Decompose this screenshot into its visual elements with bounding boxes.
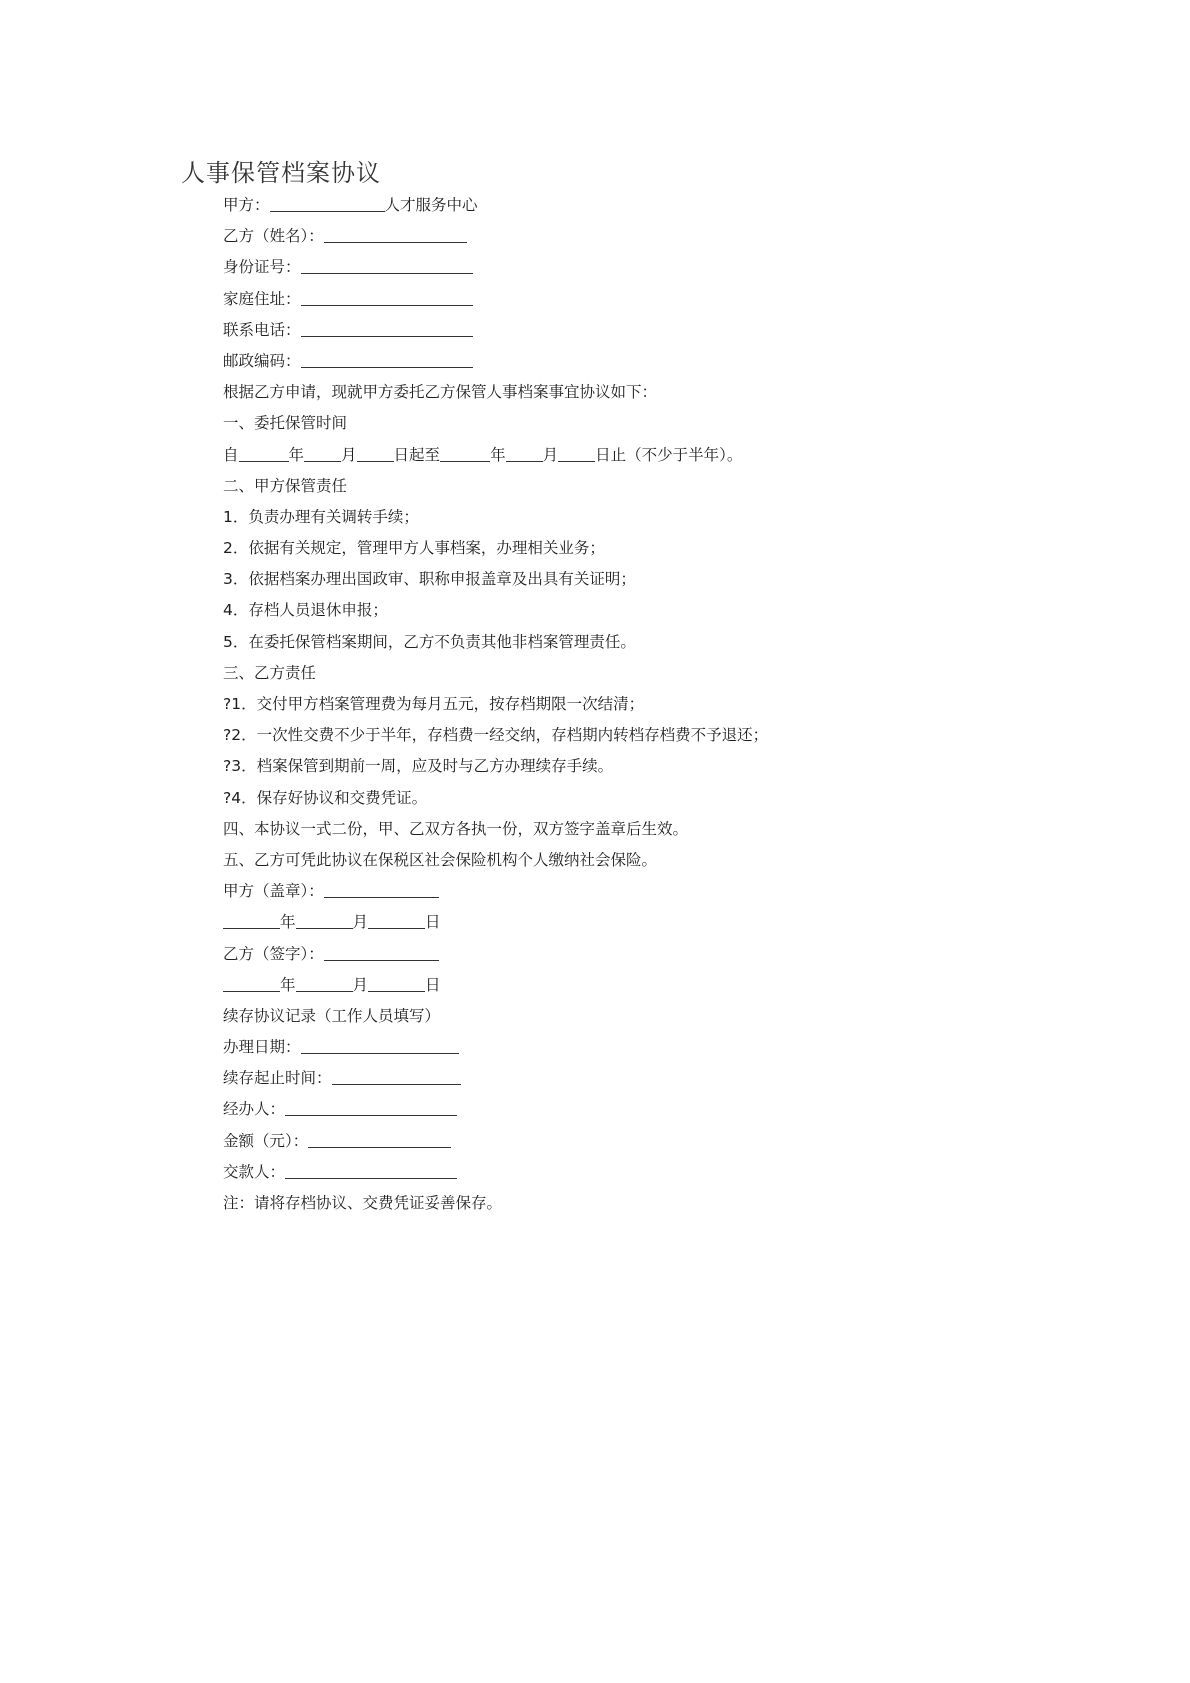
fill-in-blank <box>324 879 439 898</box>
line-text: 年 <box>280 975 296 994</box>
line-text: 日 <box>425 913 441 932</box>
document-line <box>223 907 768 938</box>
document-line <box>223 658 768 689</box>
document-line <box>223 876 768 907</box>
fill-in-blank <box>223 973 280 992</box>
line-text: 甲方： <box>223 196 270 214</box>
document-line <box>223 1094 768 1125</box>
line-text: 四、本协议一式二份，甲、乙双方各执一份，双方签字盖章后生效。 <box>223 819 689 838</box>
document-line <box>223 284 768 315</box>
line-text: 4．存档人员退休申报； <box>223 601 388 620</box>
document-line <box>223 533 768 564</box>
fill-in-blank <box>301 255 473 274</box>
fill-in-blank <box>324 224 467 243</box>
line-text: 年 <box>490 445 506 464</box>
line-text: 根据乙方申请，现就甲方委托乙方保管人事档案事宜协议如下： <box>223 383 658 402</box>
document-line <box>223 783 768 814</box>
line-text: 月 <box>352 913 369 932</box>
line-text: ?3．档案保管到期前一周，应及时与乙方办理续存手续。 <box>223 757 614 776</box>
document-line <box>223 751 768 782</box>
line-text: 金额（元）： <box>223 1131 309 1150</box>
fill-in-blank <box>285 1097 457 1116</box>
line-text: 经办人： <box>223 1100 286 1119</box>
document-line <box>223 814 768 845</box>
document-line <box>223 1126 768 1157</box>
line-text: 3．依据档案办理出国政审、职称申报盖章及出具有关证明； <box>223 570 636 589</box>
fill-in-blank <box>285 1160 457 1179</box>
document-line <box>223 595 768 626</box>
fill-in-blank <box>558 443 595 462</box>
document-line <box>223 346 768 377</box>
line-text: 日 <box>425 975 441 994</box>
fill-in-blank <box>357 443 394 462</box>
line-text: 月 <box>542 445 559 464</box>
fill-in-blank <box>332 1066 461 1085</box>
line-text: 联系电话： <box>223 320 301 339</box>
document-line <box>223 1157 768 1188</box>
line-text: 月 <box>341 445 357 464</box>
line-text: 月 <box>352 975 369 994</box>
document-line <box>223 408 768 439</box>
fill-in-blank <box>301 287 473 306</box>
document-line <box>223 471 768 502</box>
fill-in-blank <box>304 443 341 462</box>
line-text: 注：请将存档协议、交费凭证妥善保存。 <box>223 1194 503 1212</box>
line-text: 年 <box>288 445 305 464</box>
document-line <box>223 190 768 221</box>
line-text: 办理日期： <box>223 1038 301 1057</box>
line-text: 5．在委托保管档案期间，乙方不负责其他非档案管理责任。 <box>223 632 636 651</box>
line-text: 五、乙方可凭此协议在保税区社会保险机构个人缴纳社会保险。 <box>223 850 658 869</box>
line-text: 续存协议记录（工作人员填写） <box>223 1006 441 1025</box>
line-text: 1．负责办理有关调转手续； <box>223 507 419 526</box>
document-line <box>223 627 768 658</box>
document-line <box>223 689 768 720</box>
line-text: ?1．交付甲方档案管理费为每月五元，按存档期限一次结清； <box>223 695 645 713</box>
document-line <box>223 720 768 751</box>
fill-in-blank <box>308 1129 451 1148</box>
line-text: 身份证号： <box>223 258 301 277</box>
fill-in-blank <box>368 973 425 992</box>
fill-in-blank <box>301 349 473 368</box>
line-text: ?2．一次性交费不少于半年，存档费一经交纳，存档期内转档存档费不予退还； <box>223 726 769 745</box>
fill-in-blank <box>324 942 439 961</box>
fill-in-blank <box>239 443 289 462</box>
line-text: 三、乙方责任 <box>223 663 317 682</box>
fill-in-blank <box>368 910 425 929</box>
line-text: 续存起止时间： <box>223 1069 332 1088</box>
fill-in-blank <box>301 1035 459 1054</box>
document-line <box>223 970 768 1001</box>
document-line <box>223 440 768 471</box>
document-line <box>223 845 768 876</box>
document-line <box>223 221 768 252</box>
line-text: ?4．保存好协议和交费凭证。 <box>223 788 428 807</box>
line-text: 人才服务中心 <box>384 196 478 214</box>
document-line <box>223 1032 768 1063</box>
document-line <box>223 564 768 595</box>
line-text: 二、甲方保管责任 <box>223 476 348 495</box>
line-text: 2．依据有关规定，管理甲方人事档案，办理相关业务； <box>223 539 605 558</box>
fill-in-blank <box>223 910 280 929</box>
fill-in-blank <box>270 193 385 212</box>
line-text: 家庭住址： <box>223 289 301 308</box>
line-text: 一、委托保管时间 <box>223 414 348 433</box>
document-line <box>223 252 768 283</box>
document-line <box>223 1063 768 1094</box>
line-text: 邮政编码： <box>223 351 301 370</box>
line-text: 交款人： <box>223 1162 286 1181</box>
document-line <box>223 939 768 970</box>
fill-in-blank <box>301 318 473 337</box>
line-text: 甲方（盖章）： <box>223 882 324 901</box>
fill-in-blank <box>296 910 353 929</box>
document-line <box>223 502 768 533</box>
document-line <box>223 1188 768 1219</box>
document-line <box>223 377 768 408</box>
document-line <box>223 1001 768 1032</box>
line-text: 乙方（姓名）： <box>223 227 324 246</box>
fill-in-blank <box>506 443 543 462</box>
document-body <box>223 190 768 1219</box>
line-text: 年 <box>280 913 296 932</box>
fill-in-blank <box>440 443 490 462</box>
line-text: 日起至 <box>393 445 441 464</box>
document-line <box>223 315 768 346</box>
fill-in-blank <box>296 973 353 992</box>
line-text: 乙方（签字）： <box>223 944 324 963</box>
line-text: 自 <box>223 445 239 464</box>
document-title: 人事保管档案协议 <box>181 159 381 187</box>
line-text: 日止（不少于半年）。 <box>595 445 743 464</box>
